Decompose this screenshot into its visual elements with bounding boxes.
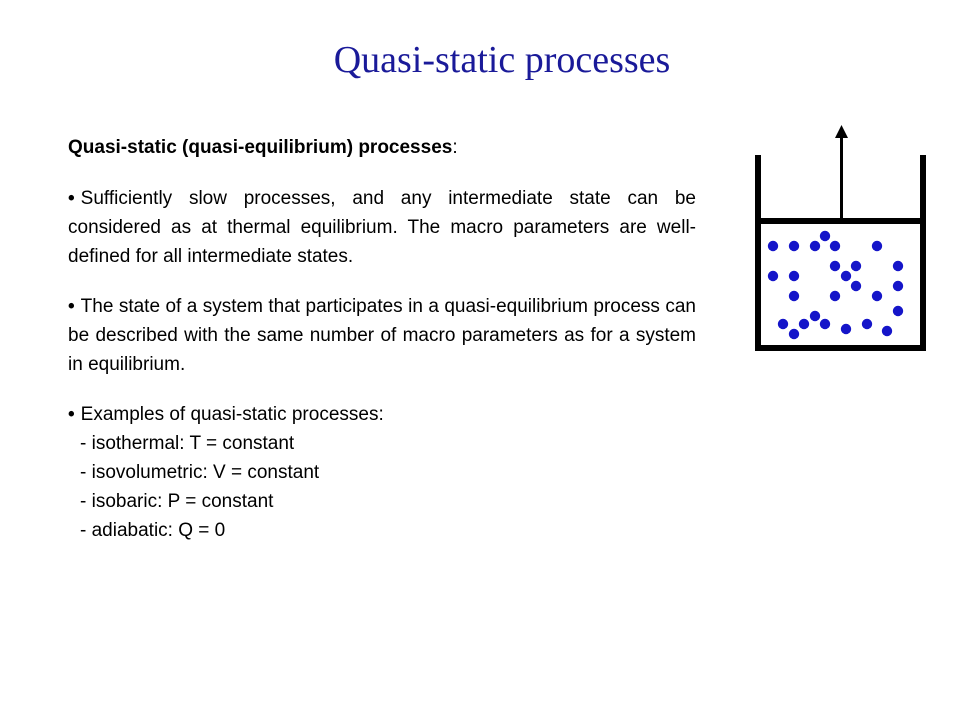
examples-heading-text: Examples of quasi-static processes: xyxy=(80,404,384,425)
gas-molecule xyxy=(872,241,882,251)
gas-molecule xyxy=(820,319,830,329)
subheading-suffix: : xyxy=(452,137,458,158)
bullet-icon: • xyxy=(68,188,75,209)
gas-molecule xyxy=(841,324,851,334)
cylinder-left-wall xyxy=(755,155,761,351)
cylinder-base xyxy=(755,345,926,351)
gas-molecule xyxy=(810,241,820,251)
example-item-isovolumetric: - isovolumetric: V = constant xyxy=(80,462,320,483)
bullet-icon: • xyxy=(68,404,75,425)
gas-molecule xyxy=(768,241,778,251)
cylinder-right-wall xyxy=(920,155,926,351)
gas-molecule xyxy=(893,306,903,316)
subheading-bold-text: Quasi-static (quasi-equilibrium) processes xyxy=(68,137,453,158)
gas-molecule xyxy=(851,261,861,271)
gas-molecule xyxy=(830,291,840,301)
bullet-paragraph-2 xyxy=(68,292,696,379)
bullet-text-1: Sufficiently slow processes, and any intermediate state can be considered as at thermal equilibrium. The macro parameters are well-defined for all intermediate states. xyxy=(68,188,696,267)
example-item-isothermal: - isothermal: T = constant xyxy=(80,433,295,454)
gas-molecule xyxy=(799,319,809,329)
gas-molecule xyxy=(789,271,799,281)
gas-molecule xyxy=(830,261,840,271)
subheading xyxy=(68,133,696,162)
example-item-isobaric: - isobaric: P = constant xyxy=(80,491,274,512)
gas-molecule xyxy=(789,329,799,339)
arrow-up-icon xyxy=(835,125,848,138)
gas-molecule xyxy=(862,319,872,329)
gas-molecule xyxy=(882,326,892,336)
gas-molecule xyxy=(893,281,903,291)
slide-content xyxy=(68,133,696,545)
gas-molecule xyxy=(778,319,788,329)
examples-heading xyxy=(68,400,696,429)
gas-molecule xyxy=(872,291,882,301)
example-item-adiabatic: - adiabatic: Q = 0 xyxy=(80,520,226,541)
gas-molecule xyxy=(830,241,840,251)
piston-rod xyxy=(840,138,843,220)
bullet-icon: • xyxy=(68,296,75,317)
gas-molecule xyxy=(810,311,820,321)
gas-molecule xyxy=(841,271,851,281)
bullet-paragraph-1 xyxy=(68,184,696,271)
slide-title: Quasi-static processes xyxy=(333,39,671,81)
examples-list xyxy=(68,429,696,545)
gas-molecule xyxy=(789,241,799,251)
bullet-text-2: The state of a system that participates in a quasi-equilibrium process can be described with the same number of macro parameters as for a system in equilibrium. xyxy=(68,296,696,375)
gas-molecule xyxy=(851,281,861,291)
gas-molecule xyxy=(820,231,830,241)
piston-cylinder-diagram xyxy=(745,120,945,360)
gas-molecule xyxy=(768,271,778,281)
gas-molecules xyxy=(768,231,903,339)
gas-molecule xyxy=(789,291,799,301)
gas-molecule xyxy=(893,261,903,271)
